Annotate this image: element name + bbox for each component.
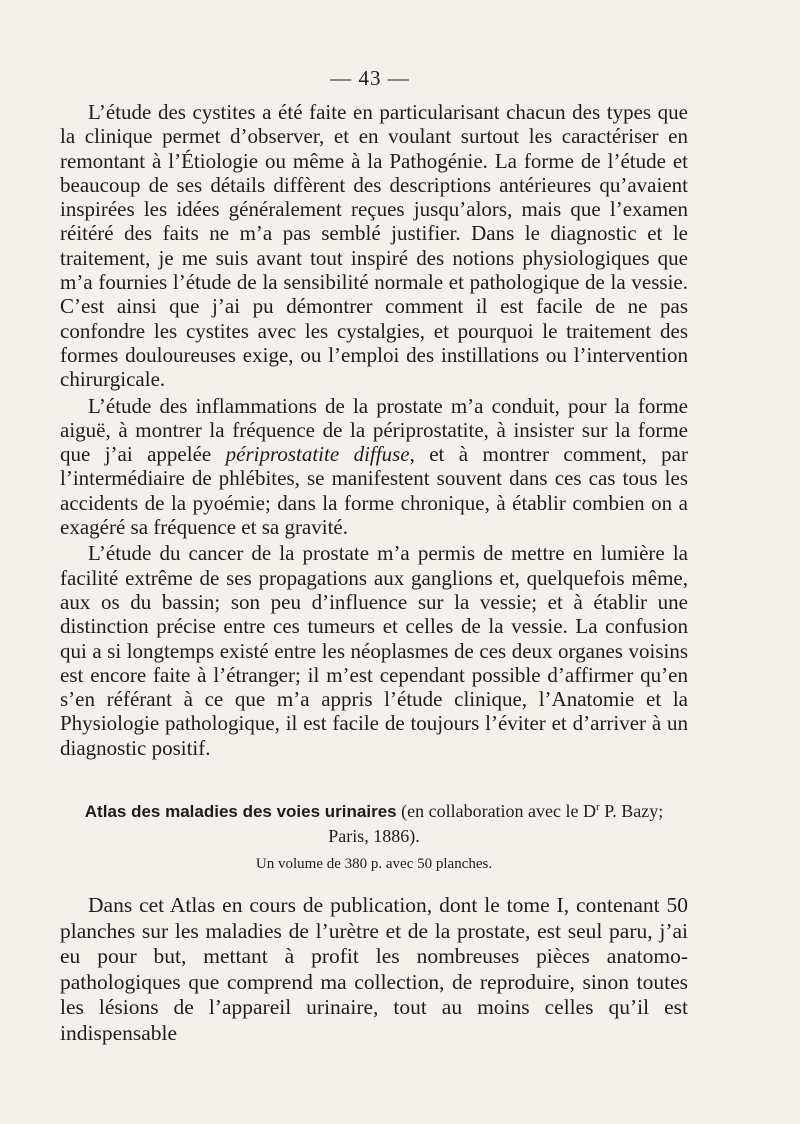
italic-term: périprostatite diffuse [225,442,410,467]
atlas-collaboration: (en collaboration avec le D [396,801,597,821]
paragraph-text: , et à montrer comment, par l’intermédiaire de phlébites, se manifestent souvent dans ces cas tous les accidents de la pyoémie; dans la forme chronique, à établir combien on a exagéré sa fréquence et sa gravité. [60,442,688,540]
paragraph-prostate-inflammations [60,394,688,540]
atlas-volume: Un volume de 380 p. avec 50 planches. [255,856,493,872]
atlas-place: Paris, 1886). [328,826,420,846]
atlas-collaboration-name: P. Bazy; [599,801,664,821]
paragraph-cystites: L’étude des cystites a été faite en particularisant chacun des types que la clinique permet d’observer, et en voulant surtout les caractériser en remontant à l’Étiologie ou même à la Pathogénie. La forme de l’étude et beaucoup de ses détails diffèrent des descriptions antérieures qu’avaient inspirées les idées généralement reçues jusqu’alors, mais que l’examen réitéré des faits ne m’a pas semblé justifier. Dans le diagnostic et le traitement, je me suis avant tout inspiré des notions physiologiques que m’a fournies l’étude de la sensibilité normale et pathologique de la vessie. C’est ainsi que j’ai pu démontrer comment il est facile de ne pas confondre les cystites avec les cystalgies, et pourquoi le traitement des formes douloureuses exige, ou l’emploi des instillations ou l’intervention chirurgicale. [60,100,688,392]
page-number: — 43 — [330,66,410,90]
paragraph-atlas: Dans cet Atlas en cours de publication, dont le tome I, contenant 50 planches sur les maladies de l’urètre et de la prostate, est seul paru, j’ai eu pour but, mettant à profit les nombreuses pièces anatomo-pathologiques que comprend ma collection, de reproduire, sinon toutes les lésions de l’appareil urinaire, tout au moins celles qu’il est indispensable [60,893,688,1045]
atlas-text [60,893,688,1046]
paragraph-text: L’étude des inflammations de la prostate m’a conduit, pour la forme aiguë, à montrer la fréquence de la périprostatite, à insister sur la forme que j’ai appelée [60,393,688,467]
atlas-title-line [60,795,688,824]
atlas-title: Atlas des maladies des voies urinaires [84,802,397,821]
paragraph-prostate-cancer: L’étude du cancer de la prostate m’a permis de mettre en lumière la facilité extrême de ses propagations aux ganglions et, quelquefois même, aux os du bassin; son peu d’influence sur la vessie; et à établir une distinction précise entre ces tumeurs et celles de la vessie. La confusion qui a si longtemps existé entre les néoplasmes de ces deux organes voisins est encore faite à l’étranger; il m’est cependant possible d’affirmer qu’en s’en référant à ce que m’a appris l’étude clinique, l’Anatomie et la Physiologie pathologique, il est facile de toujours l’éviter et d’arriver à un diagnostic positif. [60,541,688,760]
atlas-heading [60,795,688,848]
main-text [60,100,688,760]
atlas-collaboration-superscript: r [596,801,600,813]
